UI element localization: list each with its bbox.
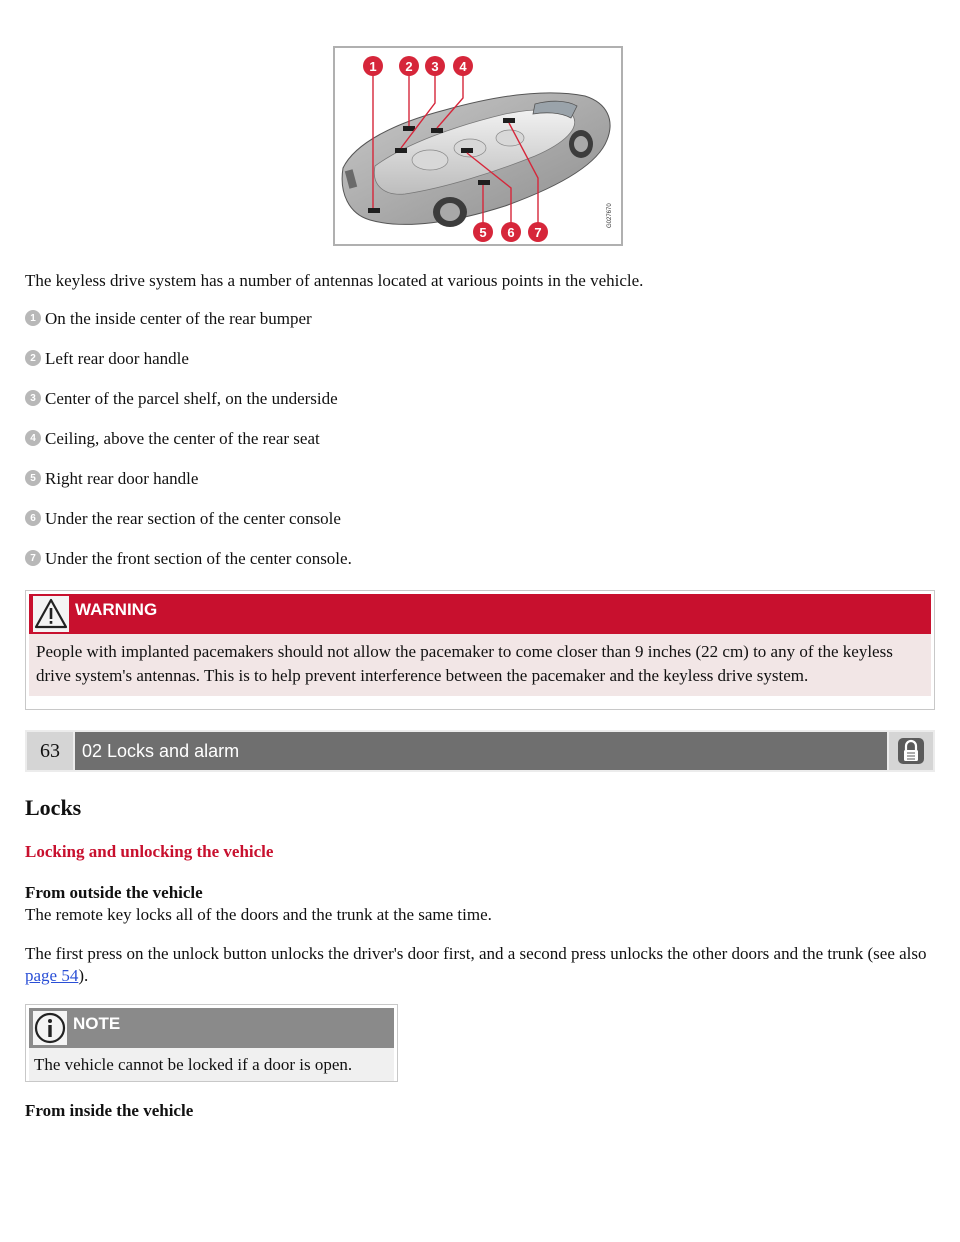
number-badge: 7: [25, 550, 41, 566]
note-title: NOTE: [73, 1014, 121, 1033]
warning-title: WARNING: [75, 600, 158, 619]
number-badge: 1: [25, 310, 41, 326]
figure-code: G027670: [607, 203, 613, 228]
list-item: [25, 349, 352, 389]
info-icon: [33, 1011, 67, 1045]
list-item: [25, 549, 352, 589]
warning-box: [25, 590, 935, 710]
page-title: Locks: [25, 795, 82, 820]
number-badge: 4: [25, 430, 41, 446]
antenna-marker: [431, 128, 443, 133]
antenna-marker: [368, 208, 380, 213]
section-header: [25, 730, 935, 772]
antenna-marker: [503, 118, 515, 123]
note-box: [25, 1004, 398, 1082]
svg-text:5: 5: [479, 225, 487, 240]
number-badge: 5: [25, 470, 41, 486]
antenna-marker: [395, 148, 407, 153]
lock-icon: [889, 732, 933, 770]
svg-text:3: 3: [431, 59, 439, 74]
warning-header: [29, 594, 931, 634]
warning-triangle-icon: [33, 596, 69, 632]
paragraph-text: The first press on the unlock button unlocks the driver's door first, and a second press unlocks the other doors and the trunk (see also: [25, 944, 927, 963]
outside-paragraph-2: [25, 943, 930, 987]
list-item: [25, 389, 352, 429]
warning-text: People with implanted pacemakers should not allow the pacemaker to come closer than 9 inches (22 cm) to any of the keyless drive system's antennas. This is to help prevent interference between the pacemaker and the keyless drive system.: [29, 634, 931, 696]
outside-title: From outside the vehicle: [25, 883, 203, 902]
number-badge: 6: [25, 510, 41, 526]
svg-text:7: 7: [534, 225, 542, 240]
antenna-location-figure: [333, 46, 623, 246]
list-item: [25, 429, 352, 469]
outside-paragraph-1: The remote key locks all of the doors and the trunk at the same time.: [25, 905, 492, 924]
svg-text:6: 6: [507, 225, 515, 240]
list-item-text: On the inside center of the rear bumper: [45, 309, 312, 328]
paragraph-text-end: ).: [78, 966, 89, 985]
page-number: 63: [27, 732, 73, 770]
section-subheading: Locking and unlocking the vehicle: [25, 842, 274, 861]
number-badge: 3: [25, 390, 41, 406]
note-header: [29, 1008, 394, 1048]
list-item-text: Center of the parcel shelf, on the underside: [45, 389, 338, 408]
list-item: [25, 509, 352, 549]
section-title: 02 Locks and alarm: [75, 732, 887, 770]
svg-text:2: 2: [405, 59, 413, 74]
antenna-marker: [403, 126, 415, 131]
list-item-text: Left rear door handle: [45, 349, 189, 368]
inside-title: From inside the vehicle: [25, 1101, 194, 1120]
list-item-text: Under the front section of the center console.: [45, 549, 352, 568]
antenna-list: [25, 309, 352, 589]
svg-text:4: 4: [459, 59, 467, 74]
svg-text:1: 1: [369, 59, 377, 74]
list-item-text: Right rear door handle: [45, 469, 199, 488]
note-text: The vehicle cannot be locked if a door is open.: [29, 1048, 394, 1081]
number-badge: 2: [25, 350, 41, 366]
page-link[interactable]: page 54: [25, 966, 79, 985]
intro-text: The keyless drive system has a number of antennas located at various points in the vehicle.: [25, 271, 644, 290]
antenna-marker: [478, 180, 490, 185]
list-item: [25, 309, 352, 349]
list-item: [25, 469, 352, 509]
antenna-marker: [461, 148, 473, 153]
list-item-text: Under the rear section of the center console: [45, 509, 341, 528]
list-item-text: Ceiling, above the center of the rear seat: [45, 429, 320, 448]
